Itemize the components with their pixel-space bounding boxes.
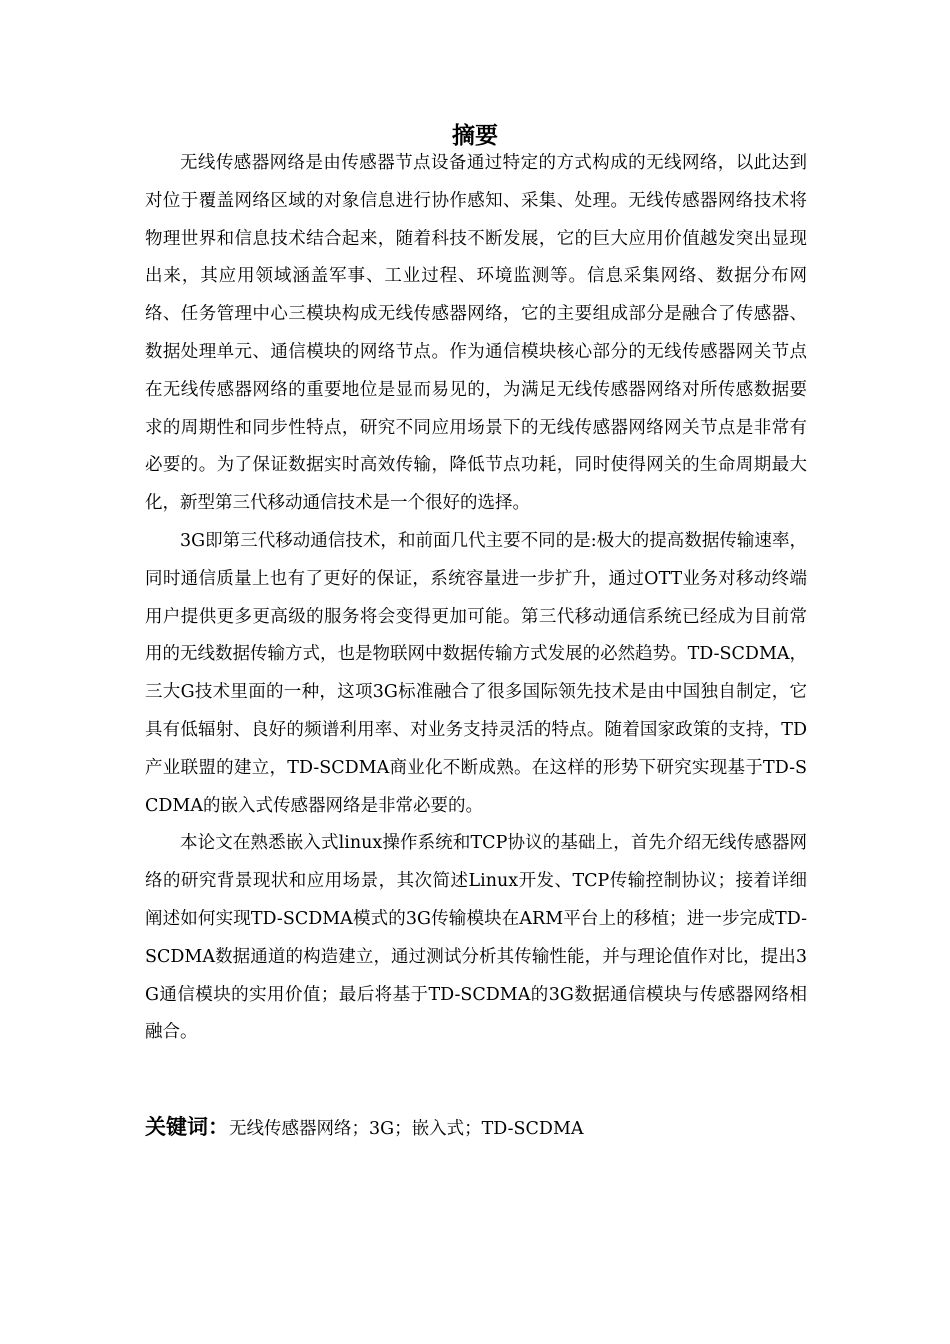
abstract-title: 摘要	[452, 123, 498, 149]
abstract-paragraph-2: 3G即第三代移动通信技术，和前面几代主要不同的是:极大的提高数据传输速率，同时通信质量上也有了更好的保证，系统容量进一步扩升，通过OTT业务对移动终端用户提供更多更高级的服务将会变得更加可能。第三代移动通信系统已经成为目前常用的无线数据传输方式，也是物联网中数据传输方式发展的必然趋势。TD-SCDMA，三大G技术里面的一种，这项3G标准融合了很多国际领先技术是由中国独自制定，它具有低辐射、良好的频谱利用率、对业务支持灵活的特点。随着国家政策的支持，TD产业联盟的建立，TD-SCDMA商业化不断成熟。在这样的形势下研究实现基于TD-SCDMA的嵌入式传感器网络是非常必要的。	[145, 530, 807, 816]
keywords-line	[145, 1111, 807, 1145]
abstract-paragraph-1: 无线传感器网络是由传感器节点设备通过特定的方式构成的无线网络，以此达到对位于覆盖网络区域的对象信息进行协作感知、采集、处理。无线传感器网络技术将物理世界和信息技术结合起来，随着科技不断发展，它的巨大应用价值越发突出显现出来，其应用领域涵盖军事、工业过程、环境监测等。信息采集网络、数据分布网络、任务管理中心三模块构成无线传感器网络，它的主要组成部分是融合了传感器、数据处理单元、通信模块的网络节点。作为通信模块核心部分的无线传感器网关节点在无线传感器网络的重要地位是显而易见的，为满足无线传感器网络对所传感数据要求的周期性和同步性特点，研究不同应用场景下的无线传感器网络网关节点是非常有必要的。为了保证数据实时高效传输，降低节点功耗，同时使得网关的生命周期最大化，新型第三代移动通信技术是一个很好的选择。	[145, 153, 807, 514]
abstract-body	[145, 145, 807, 1052]
keywords-label: 关键词：	[145, 1115, 229, 1139]
keywords-text: 无线传感器网络；3G；嵌入式；TD-SCDMA	[229, 1119, 584, 1139]
abstract-paragraph-3: 本论文在熟悉嵌入式linux操作系统和TCP协议的基础上，首先介绍无线传感器网络的研究背景现状和应用场景，其次简述Linux开发、TCP传输控制协议；接着详细阐述如何实现TD-SCDMA模式的3G传输模块在ARM平台上的移植；进一步完成TD-SCDMA数据通道的构造建立，通过测试分析其传输性能，并与理论值作对比，提出3G通信模块的实用价值；最后将基于TD-SCDMA的3G数据通信模块与传感器网络相融合。	[145, 833, 807, 1043]
